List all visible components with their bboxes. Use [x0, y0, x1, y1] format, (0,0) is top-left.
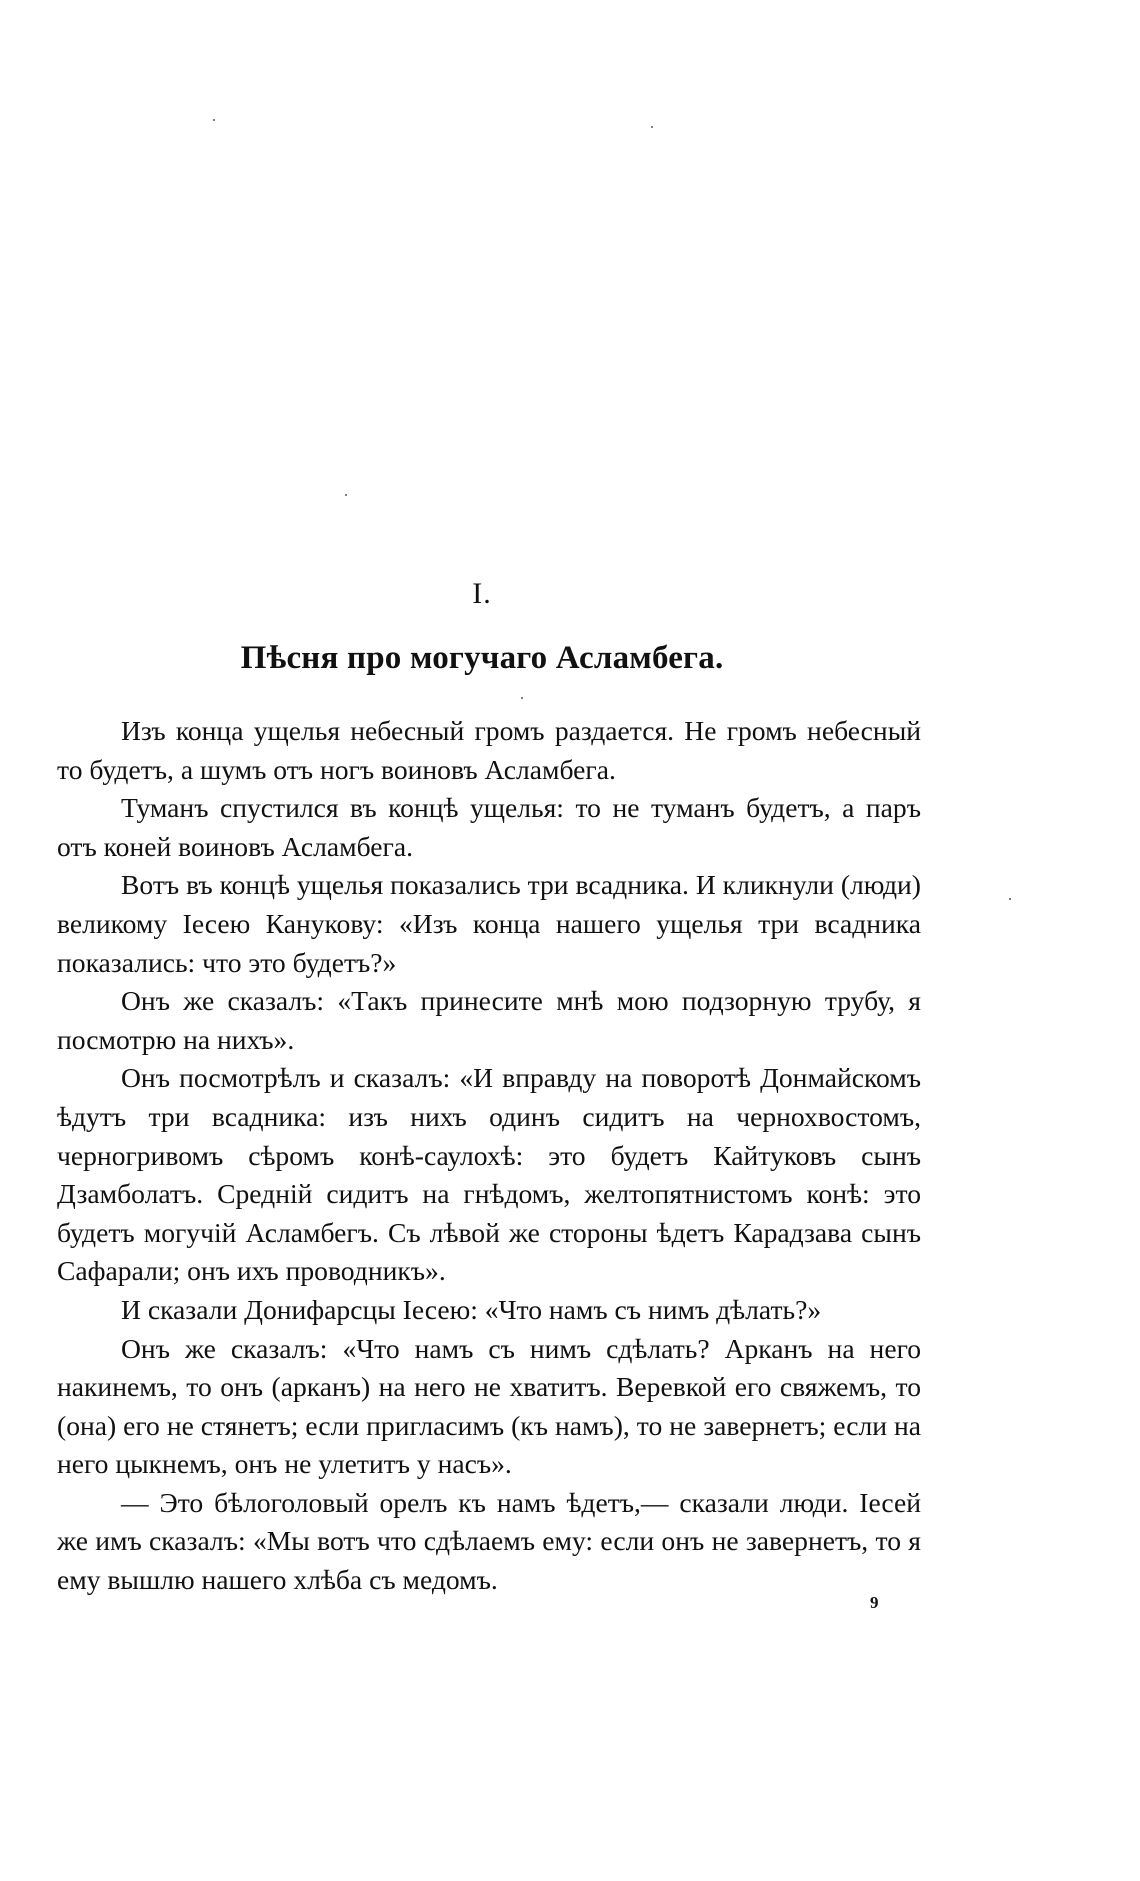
paragraph: Онъ же сказалъ: «Такъ принесите мнѣ мою подзорную трубу, я посмотрю на нихъ». [57, 985, 921, 1055]
chapter-number: I. [472, 577, 492, 610]
paragraph: Изъ конца ущелья небесный громъ раздается. Не громъ небесный то будетъ, а шумъ отъ ногъ воиновъ Асламбега. [57, 715, 921, 785]
page-number: 9 [870, 1593, 879, 1612]
body-text [57, 712, 921, 1600]
print-speck [651, 126, 653, 128]
print-speck [345, 494, 347, 496]
print-speck [1009, 898, 1011, 900]
paragraph: Туманъ спустился въ концѣ ущелья: то не туманъ будетъ, а паръ отъ коней воиновъ Асламбега. [57, 792, 921, 862]
paragraph: Онъ посмотрѣлъ и сказалъ: «И вправду на поворотѣ Донмайскомъ ѣдутъ три всадника: изъ нихъ одинъ сидитъ на чернохвостомъ, черногривомъ сѣромъ конѣ-саулохѣ: это будетъ Кайтуковъ сынъ Дзамболатъ. Средній сидитъ на гнѣдомъ, желтопятнистомъ конѣ: это будетъ могучій Асламбегъ. Съ лѣвой же стороны ѣдетъ Карадзава сынъ Сафарали; онъ ихъ проводникъ». [57, 1062, 921, 1287]
chapter-title: Пѣсня про могучаго Асламбега. [240, 640, 724, 676]
print-speck [213, 119, 215, 121]
paragraph: Онъ же сказалъ: «Что намъ съ нимъ сдѣлать? Арканъ на него накинемъ, то онъ (арканъ) на него не хватитъ. Веревкой его свяжемъ, то (она) его не стянетъ; если пригласимъ (къ намъ), то не завернетъ; если на него цыкнемъ, онъ не улетитъ у насъ». [57, 1332, 921, 1480]
print-speck [521, 697, 523, 699]
paragraph: — Это бѣлоголовый орелъ къ намъ ѣдетъ,— сказали люди. Іесей же имъ сказалъ: «Мы вотъ что сдѣлаемъ ему: если онъ не завернетъ, то я ему вышлю нашего хлѣба съ медомъ. [57, 1486, 921, 1596]
paragraph: И сказали Донифарсцы Іесею: «Что намъ съ нимъ дѣлать?» [121, 1293, 822, 1325]
paragraph: Вотъ въ концѣ ущелья показались три всадника. И кликнули (люди) великому Іесею Канукову: «Изъ конца нашего ущелья три всадника показались: что это будетъ?» [57, 869, 921, 978]
